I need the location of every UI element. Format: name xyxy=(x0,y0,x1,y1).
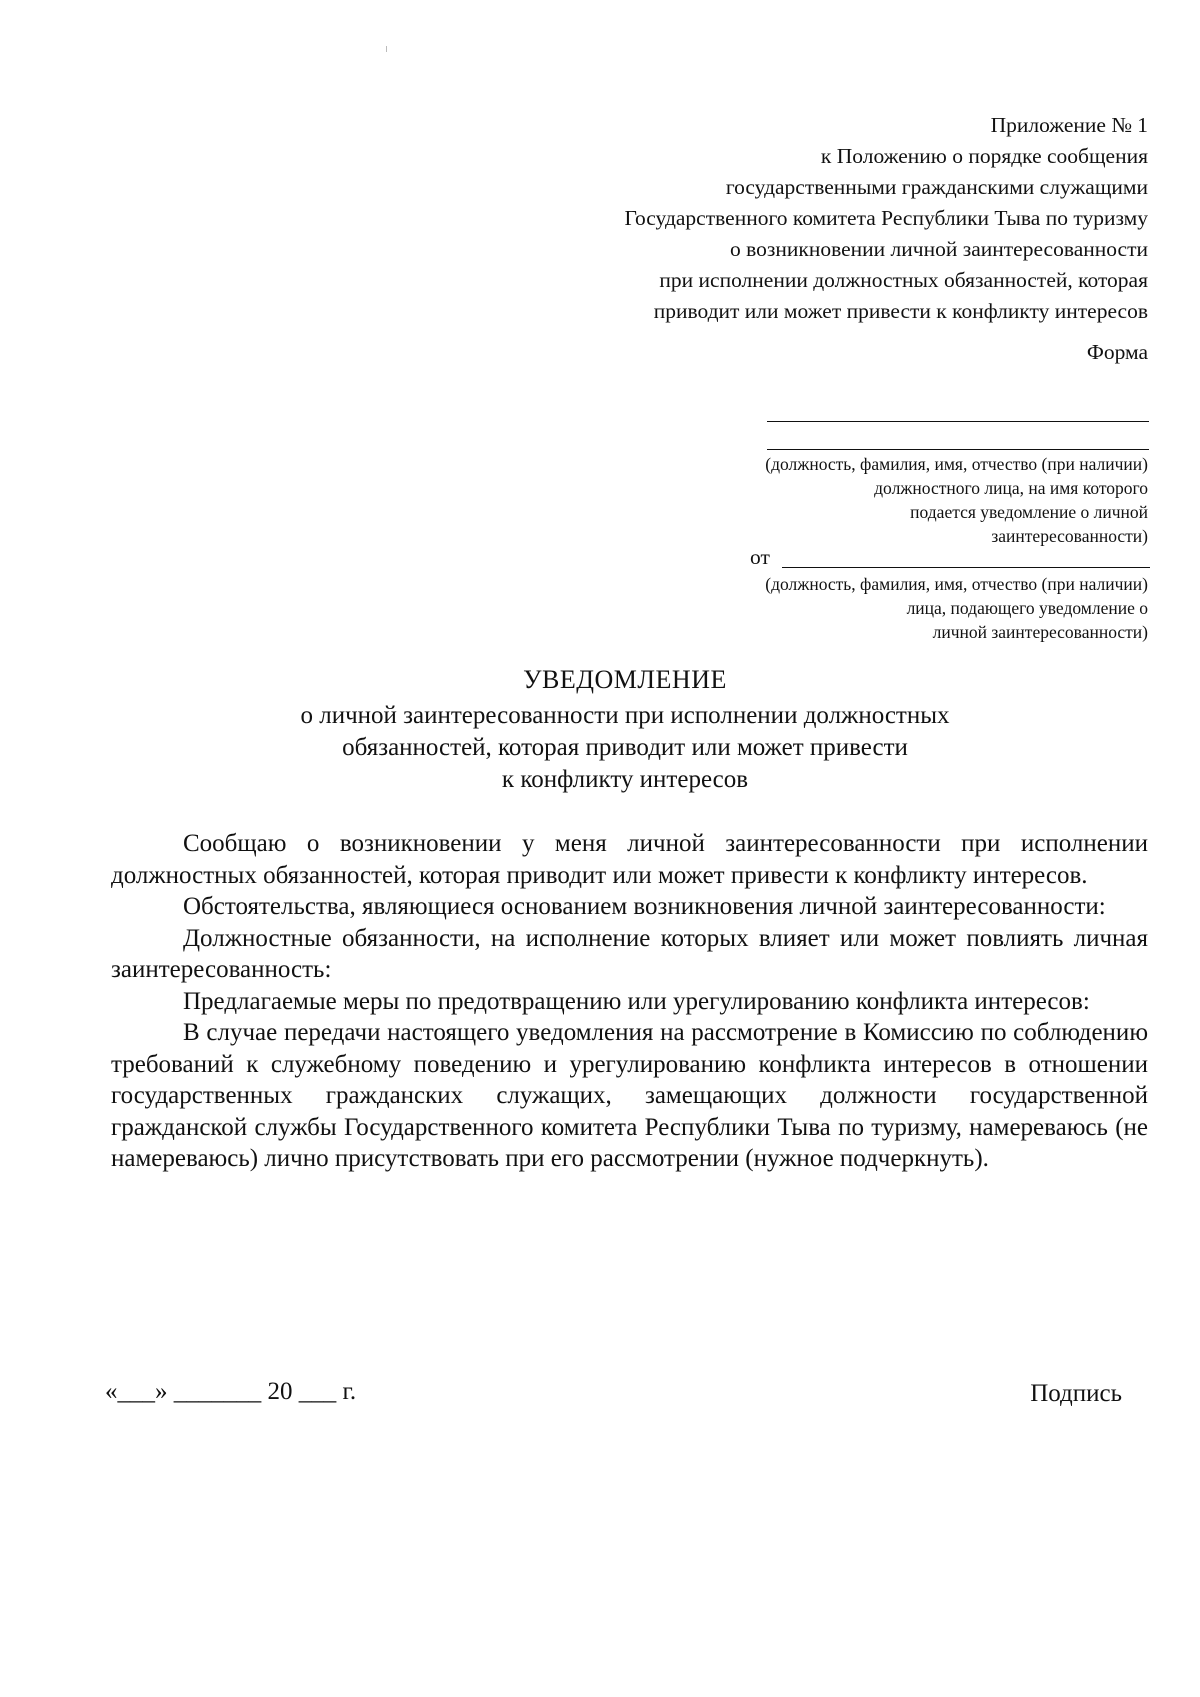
date-field[interactable]: «___» _______ 20 ___ г. xyxy=(105,1378,357,1405)
notification-body xyxy=(111,828,1148,1175)
sender-row xyxy=(750,545,1150,573)
caption-line: подается уведомление о личной xyxy=(910,502,1148,522)
body-paragraph: Обстоятельства, являющиеся основанием возникновения личной заинтересованности: xyxy=(183,893,1106,920)
from-label: от xyxy=(750,545,770,569)
body-paragraph: Должностные обязанности, на исполнение которых влияет или может повлиять личная заинтересованность: xyxy=(111,924,1148,983)
recipient-caption xyxy=(678,452,1148,548)
signature-label: Подпись xyxy=(1030,1380,1122,1407)
document-subtitle-line: о личной заинтересованности при исполнении должностных xyxy=(300,702,950,729)
caption-line: (должность, фамилия, имя, отчество (при наличии) xyxy=(765,454,1148,474)
scan-artifact xyxy=(386,46,387,52)
caption-line: (должность, фамилия, имя, отчество (при наличии) xyxy=(765,574,1148,594)
appendix-line: при исполнении должностных обязанностей, которая xyxy=(659,268,1148,292)
appendix-line: государственными гражданскими служащими xyxy=(725,175,1148,199)
caption-line: заинтересованности) xyxy=(991,526,1148,546)
body-paragraph: Предлагаемые меры по предотвращению или урегулированию конфликта интересов: xyxy=(183,987,1090,1015)
recipient-blank-line[interactable] xyxy=(767,449,1149,450)
document-subtitle-line: к конфликту интересов xyxy=(501,766,749,793)
appendix-line: к Положению о порядке сообщения xyxy=(820,144,1148,168)
appendix-line: о возникновении личной заинтересованности xyxy=(730,237,1148,261)
caption-line: личной заинтересованности) xyxy=(932,622,1148,642)
appendix-header xyxy=(508,110,1148,327)
appendix-line: Государственного комитета Республики Тыва по туризму xyxy=(624,206,1148,230)
recipient-blank-line[interactable] xyxy=(767,421,1149,422)
sender-caption xyxy=(678,572,1148,644)
body-paragraph: Сообщаю о возникновении у меня личной заинтересованности при исполнении должностных обязанностей, которая приводит или может привести к конфликту интересов. xyxy=(111,830,1148,889)
caption-line: лица, подающего уведомление о xyxy=(906,598,1148,618)
appendix-line: Приложение № 1 xyxy=(990,113,1148,137)
form-label: Форма xyxy=(1086,340,1148,364)
document-subtitle-line: обязанностей, которая приводит или может привести xyxy=(342,734,908,761)
body-paragraph: В случае передачи настоящего уведомления на рассмотрение в Комиссию по соблюдению требований к служебному поведению и урегулированию конфликта интересов в отношении государственных гражданских служащих, замещающих должности государственной гражданской службы Государственного комитета Республики Тыва по туризму, намереваюсь (не намереваюсь) лично присутствовать при его рассмотрении (нужное подчеркнуть). xyxy=(111,1019,1148,1172)
document-title-block xyxy=(140,664,1110,796)
sender-blank-line[interactable] xyxy=(782,567,1150,568)
caption-line: должностного лица, на имя которого xyxy=(874,478,1148,498)
appendix-line: приводит или может привести к конфликту интересов xyxy=(653,299,1148,323)
document-title: УВЕДОМЛЕНИЕ xyxy=(523,665,727,694)
